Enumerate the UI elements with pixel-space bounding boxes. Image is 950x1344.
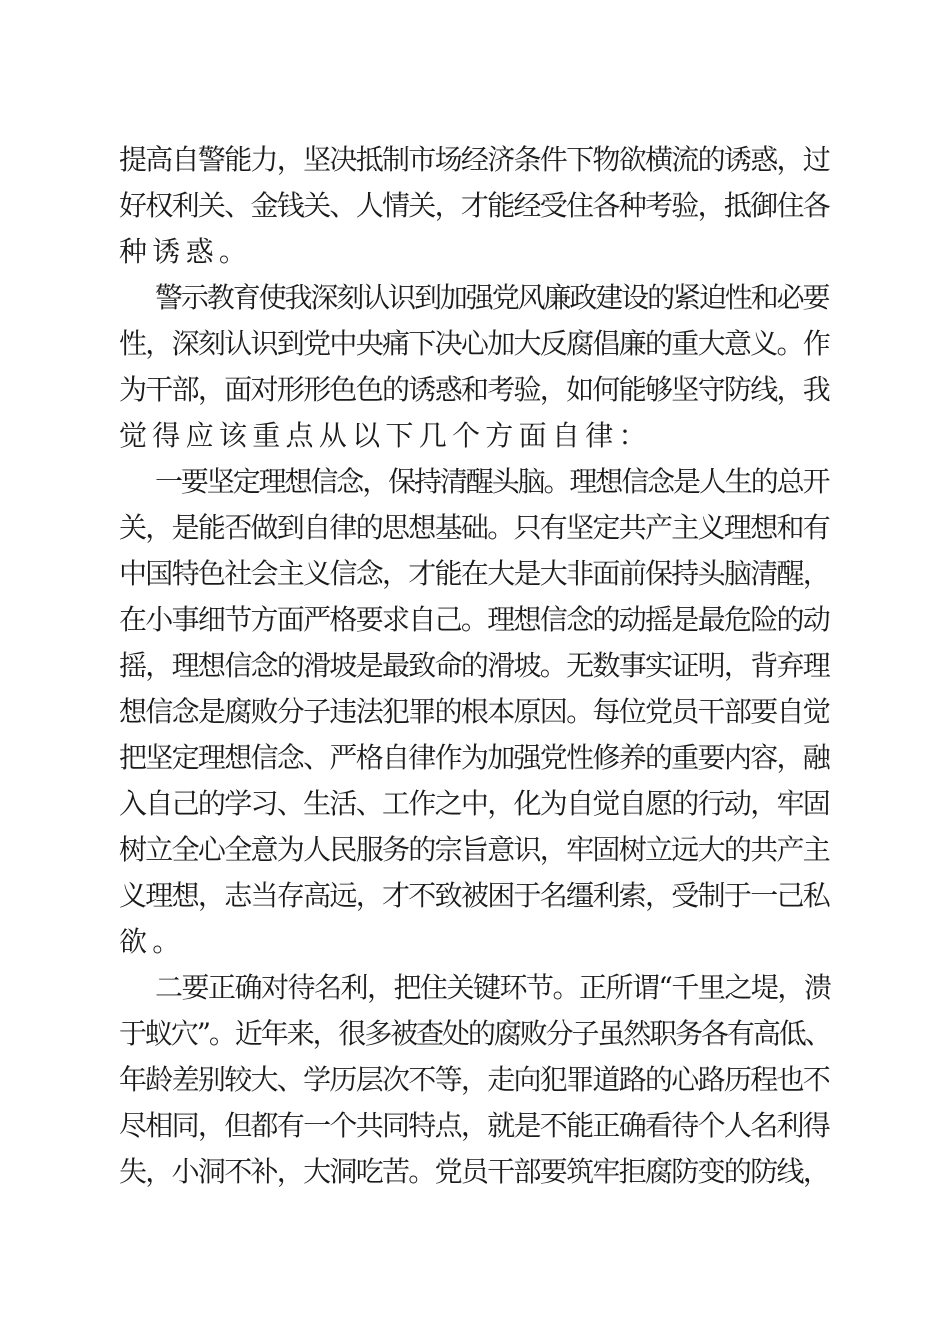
text-line: 提高自警能力，坚决抵制市场经济条件下物欲横流的诱惑，过 — [119, 143, 830, 176]
text-line: 欲。 — [119, 925, 186, 958]
text-line: 为干部，面对形形色色的诱惑和考验，如何能够坚守防线，我 — [119, 373, 830, 406]
text-line-paragraph-start: 一要坚定理想信念，保持清醒头脑。理想信念是人生的总开 — [155, 465, 829, 498]
text-line: 尽相同，但都有一个共同特点，就是不能正确看待个人名利得 — [119, 1109, 830, 1142]
text-line: 性，深刻认识到党中央痛下决心加大反腐倡廉的重大意义。作 — [119, 327, 830, 360]
text-line: 义理想，志当存高远，才不致被困于名缰利索，受制于一己私 — [119, 879, 830, 912]
text-line: 中国特色社会主义信念，才能在大是大非面前保持头脑清醒， — [119, 557, 830, 590]
text-line: 种诱惑。 — [119, 235, 253, 268]
text-line: 入自己的学习、生活、工作之中，化为自觉自愿的行动，牢固 — [119, 787, 830, 820]
text-line: 年龄差别较大、学历层次不等，走向犯罪道路的心路历程也不 — [119, 1063, 830, 1096]
text-line: 想信念是腐败分子违法犯罪的根本原因。每位党员干部要自觉 — [119, 695, 830, 728]
text-line-paragraph-start: 警示教育使我深刻认识到加强党风廉政建设的紧迫性和必要 — [155, 281, 829, 314]
text-line: 于蚁穴”。近年来，很多被查处的腐败分子虽然职务各有高低、 — [119, 1017, 831, 1050]
text-line: 觉得应该重点从以下几个方面自律： — [119, 419, 652, 452]
text-line: 好权利关、金钱关、人情关，才能经受住各种考验，抵御住各 — [119, 189, 830, 222]
text-line: 失，小洞不补，大洞吃苦。党员干部要筑牢拒腐防变的防线， — [119, 1155, 830, 1188]
text-line: 关，是能否做到自律的思想基础。只有坚定共产主义理想和有 — [119, 511, 830, 544]
text-line: 在小事细节方面严格要求自己。理想信念的动摇是最危险的动 — [119, 603, 830, 636]
text-line: 把坚定理想信念、严格自律作为加强党性修养的重要内容，融 — [119, 741, 830, 774]
text-line: 摇，理想信念的滑坡是最致命的滑坡。无数事实证明，背弃理 — [119, 649, 830, 682]
text-line-paragraph-start: 二要正确对待名利，把住关键环节。正所谓“千里之堤，溃 — [155, 971, 831, 1004]
text-line: 树立全心全意为人民服务的宗旨意识，牢固树立远大的共产主 — [119, 833, 830, 866]
